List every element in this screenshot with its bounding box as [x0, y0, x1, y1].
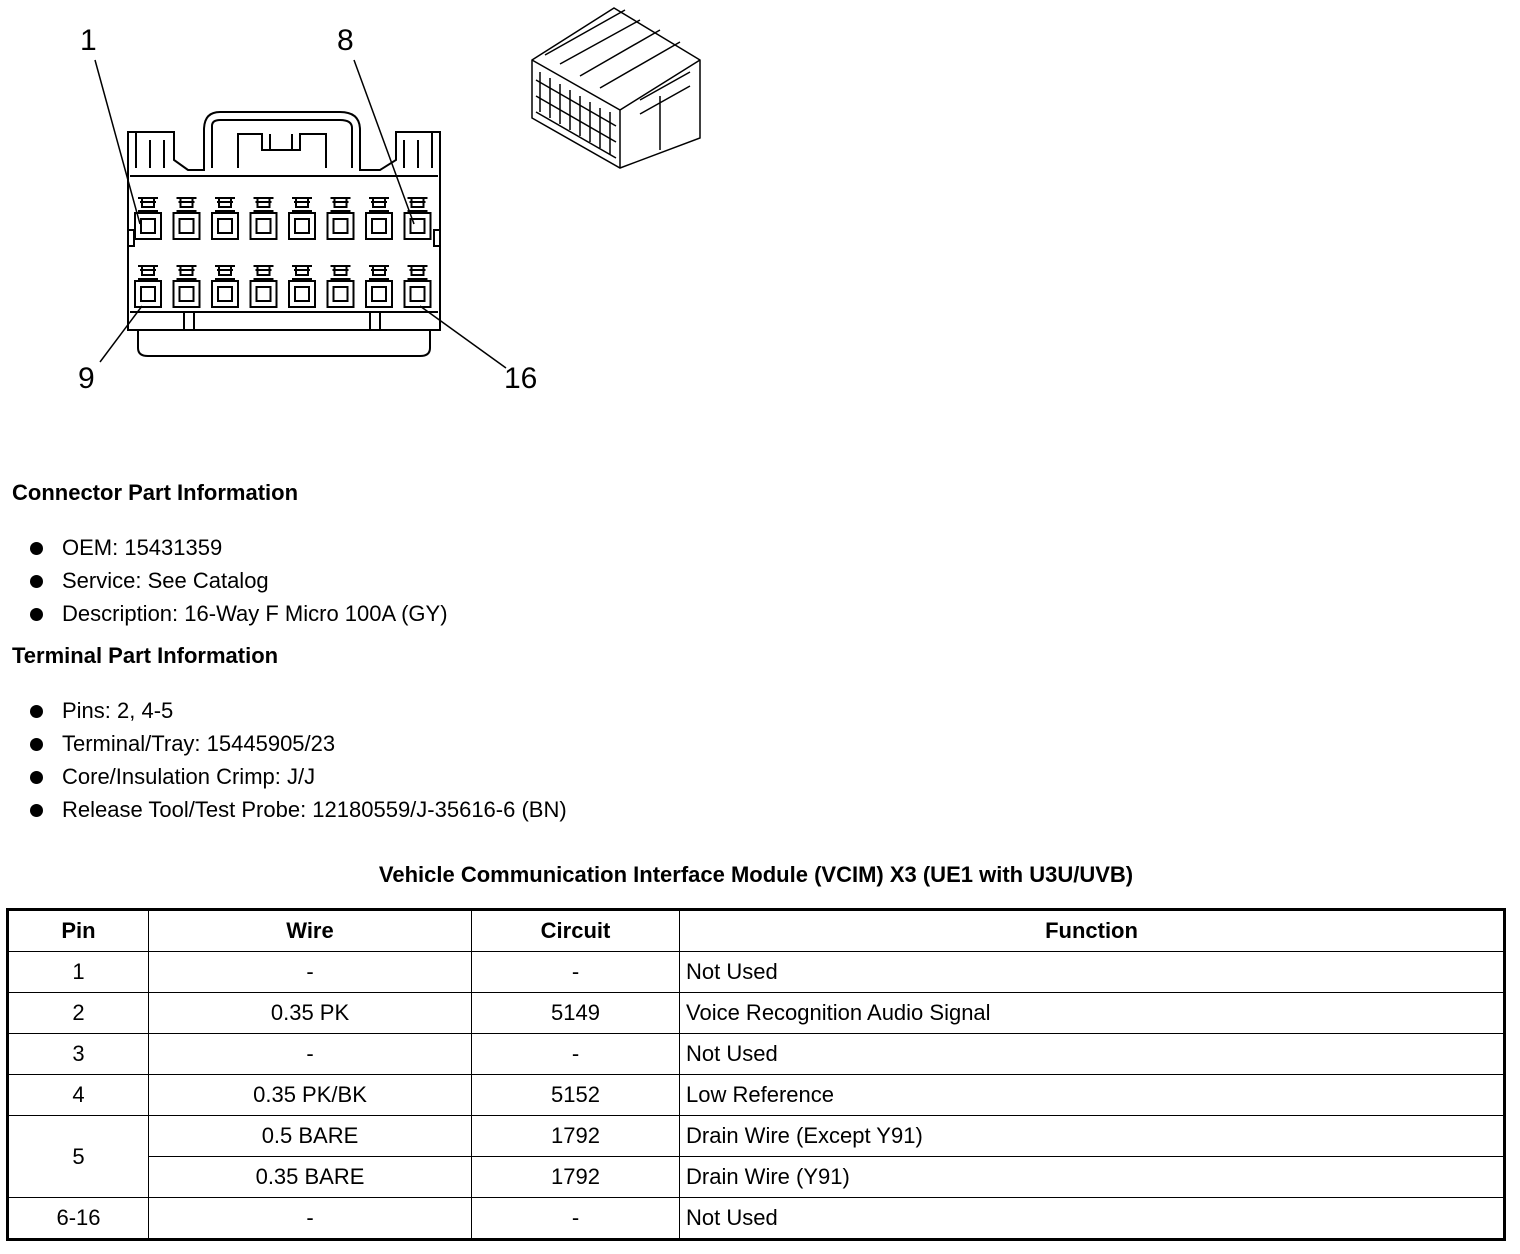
pin-latch — [292, 266, 312, 279]
list-item: Description: 16-Way F Micro 100A (GY) — [28, 597, 448, 630]
pin-cavity — [251, 213, 277, 239]
pin-grid — [135, 198, 431, 307]
pin-latch — [138, 266, 158, 279]
cell-circuit: - — [472, 1198, 680, 1240]
table-row — [8, 952, 1505, 993]
cell-wire: 0.35 BARE — [149, 1157, 472, 1198]
pin-latch — [138, 198, 158, 211]
cell-function: Not Used — [680, 1034, 1505, 1075]
pin-latch — [292, 198, 312, 211]
cell-function: Not Used — [680, 1198, 1505, 1240]
pin-latch — [254, 266, 274, 279]
pin-cavity — [328, 281, 354, 307]
pin-contact — [218, 287, 232, 301]
pin-cavity — [366, 281, 392, 307]
pin-contact — [257, 219, 271, 233]
pin-contact — [257, 287, 271, 301]
pin-latch — [369, 266, 389, 279]
cell-pin: 5 — [8, 1116, 149, 1198]
cell-circuit: 1792 — [472, 1157, 680, 1198]
pin-latch — [215, 198, 235, 211]
callout-line-9 — [100, 306, 142, 362]
pin-latch — [215, 266, 235, 279]
list-item: Pins: 2, 4-5 — [28, 694, 567, 727]
cell-wire: 0.5 BARE — [149, 1116, 472, 1157]
table-row — [8, 1034, 1505, 1075]
cell-function: Voice Recognition Audio Signal — [680, 993, 1505, 1034]
pin-latch — [254, 198, 274, 211]
pin-contact — [141, 287, 155, 301]
cell-wire: 0.35 PK — [149, 993, 472, 1034]
connector-3d-illustration — [532, 8, 700, 168]
pin-latch — [177, 266, 197, 279]
connector-info-title: Connector Part Information — [12, 480, 299, 505]
table-title: Vehicle Communication Interface Module (VCIM) X3 (UE1 with U3U/UVB) — [378, 862, 1134, 887]
cell-pin: 3 — [8, 1034, 149, 1075]
pin-latch — [331, 266, 351, 279]
table-row — [8, 1198, 1505, 1240]
callout-label-8: 8 — [337, 24, 354, 57]
pin-cavity — [289, 281, 315, 307]
header-pin: Pin — [8, 910, 149, 952]
header-function: Function — [680, 910, 1505, 952]
pin-cavity — [251, 281, 277, 307]
header-circuit: Circuit — [472, 910, 680, 952]
pin-latch — [177, 198, 197, 211]
cell-function: Drain Wire (Except Y91) — [680, 1116, 1505, 1157]
cell-circuit: 1792 — [472, 1116, 680, 1157]
list-item: Release Tool/Test Probe: 12180559/J-35616-6 (BN) — [28, 793, 567, 826]
pin-cavity — [328, 213, 354, 239]
pin-contact — [295, 287, 309, 301]
pin-contact — [411, 287, 425, 301]
pin-cavity — [174, 281, 200, 307]
list-item: Terminal/Tray: 15445905/23 — [28, 727, 567, 760]
pin-cavity — [405, 213, 431, 239]
pin-cavity — [135, 213, 161, 239]
connector-info-list — [28, 531, 448, 630]
pin-contact — [180, 219, 194, 233]
cell-wire: 0.35 PK/BK — [149, 1075, 472, 1116]
pinout-table — [6, 908, 1506, 1241]
callout-label-1: 1 — [80, 24, 97, 57]
table-row — [8, 993, 1505, 1034]
cell-wire: - — [149, 1198, 472, 1240]
pin-contact — [372, 219, 386, 233]
pin-latch — [369, 198, 389, 211]
callout-label-9: 9 — [78, 362, 95, 395]
cell-circuit: 5149 — [472, 993, 680, 1034]
pin-latch — [408, 198, 428, 211]
pin-cavity — [366, 213, 392, 239]
pin-cavity — [135, 281, 161, 307]
terminal-info-title: Terminal Part Information — [12, 643, 279, 668]
pin-contact — [334, 219, 348, 233]
pin-cavity — [212, 281, 238, 307]
pin-contact — [218, 219, 232, 233]
cell-pin: 6-16 — [8, 1198, 149, 1240]
pin-cavity — [289, 213, 315, 239]
cell-circuit: - — [472, 952, 680, 993]
cell-circuit: 5152 — [472, 1075, 680, 1116]
callout-line-1 — [95, 60, 140, 224]
pin-contact — [141, 219, 155, 233]
table-header-row — [8, 910, 1505, 952]
callout-label-16: 16 — [504, 362, 538, 395]
callout-line-16 — [420, 306, 506, 368]
pin-contact — [372, 287, 386, 301]
list-item: OEM: 15431359 — [28, 531, 448, 564]
cell-pin: 4 — [8, 1075, 149, 1116]
connector-diagram — [0, 0, 760, 420]
cell-wire: - — [149, 952, 472, 993]
cell-function: Low Reference — [680, 1075, 1505, 1116]
cell-pin: 2 — [8, 993, 149, 1034]
pin-cavity — [405, 281, 431, 307]
list-item: Service: See Catalog — [28, 564, 448, 597]
pin-latch — [408, 266, 428, 279]
pin-cavity — [212, 213, 238, 239]
cell-function: Drain Wire (Y91) — [680, 1157, 1505, 1198]
table-row — [8, 1116, 1505, 1157]
connector-body — [128, 112, 440, 330]
header-wire: Wire — [149, 910, 472, 952]
table-row — [8, 1157, 1505, 1198]
pin-latch — [331, 198, 351, 211]
pin-contact — [180, 287, 194, 301]
cell-function: Not Used — [680, 952, 1505, 993]
pin-cavity — [174, 213, 200, 239]
cell-circuit: - — [472, 1034, 680, 1075]
terminal-info-list — [28, 694, 567, 826]
pin-contact — [295, 219, 309, 233]
cell-wire: - — [149, 1034, 472, 1075]
pin-contact — [334, 287, 348, 301]
cell-pin: 1 — [8, 952, 149, 993]
list-item: Core/Insulation Crimp: J/J — [28, 760, 567, 793]
table-row — [8, 1075, 1505, 1116]
